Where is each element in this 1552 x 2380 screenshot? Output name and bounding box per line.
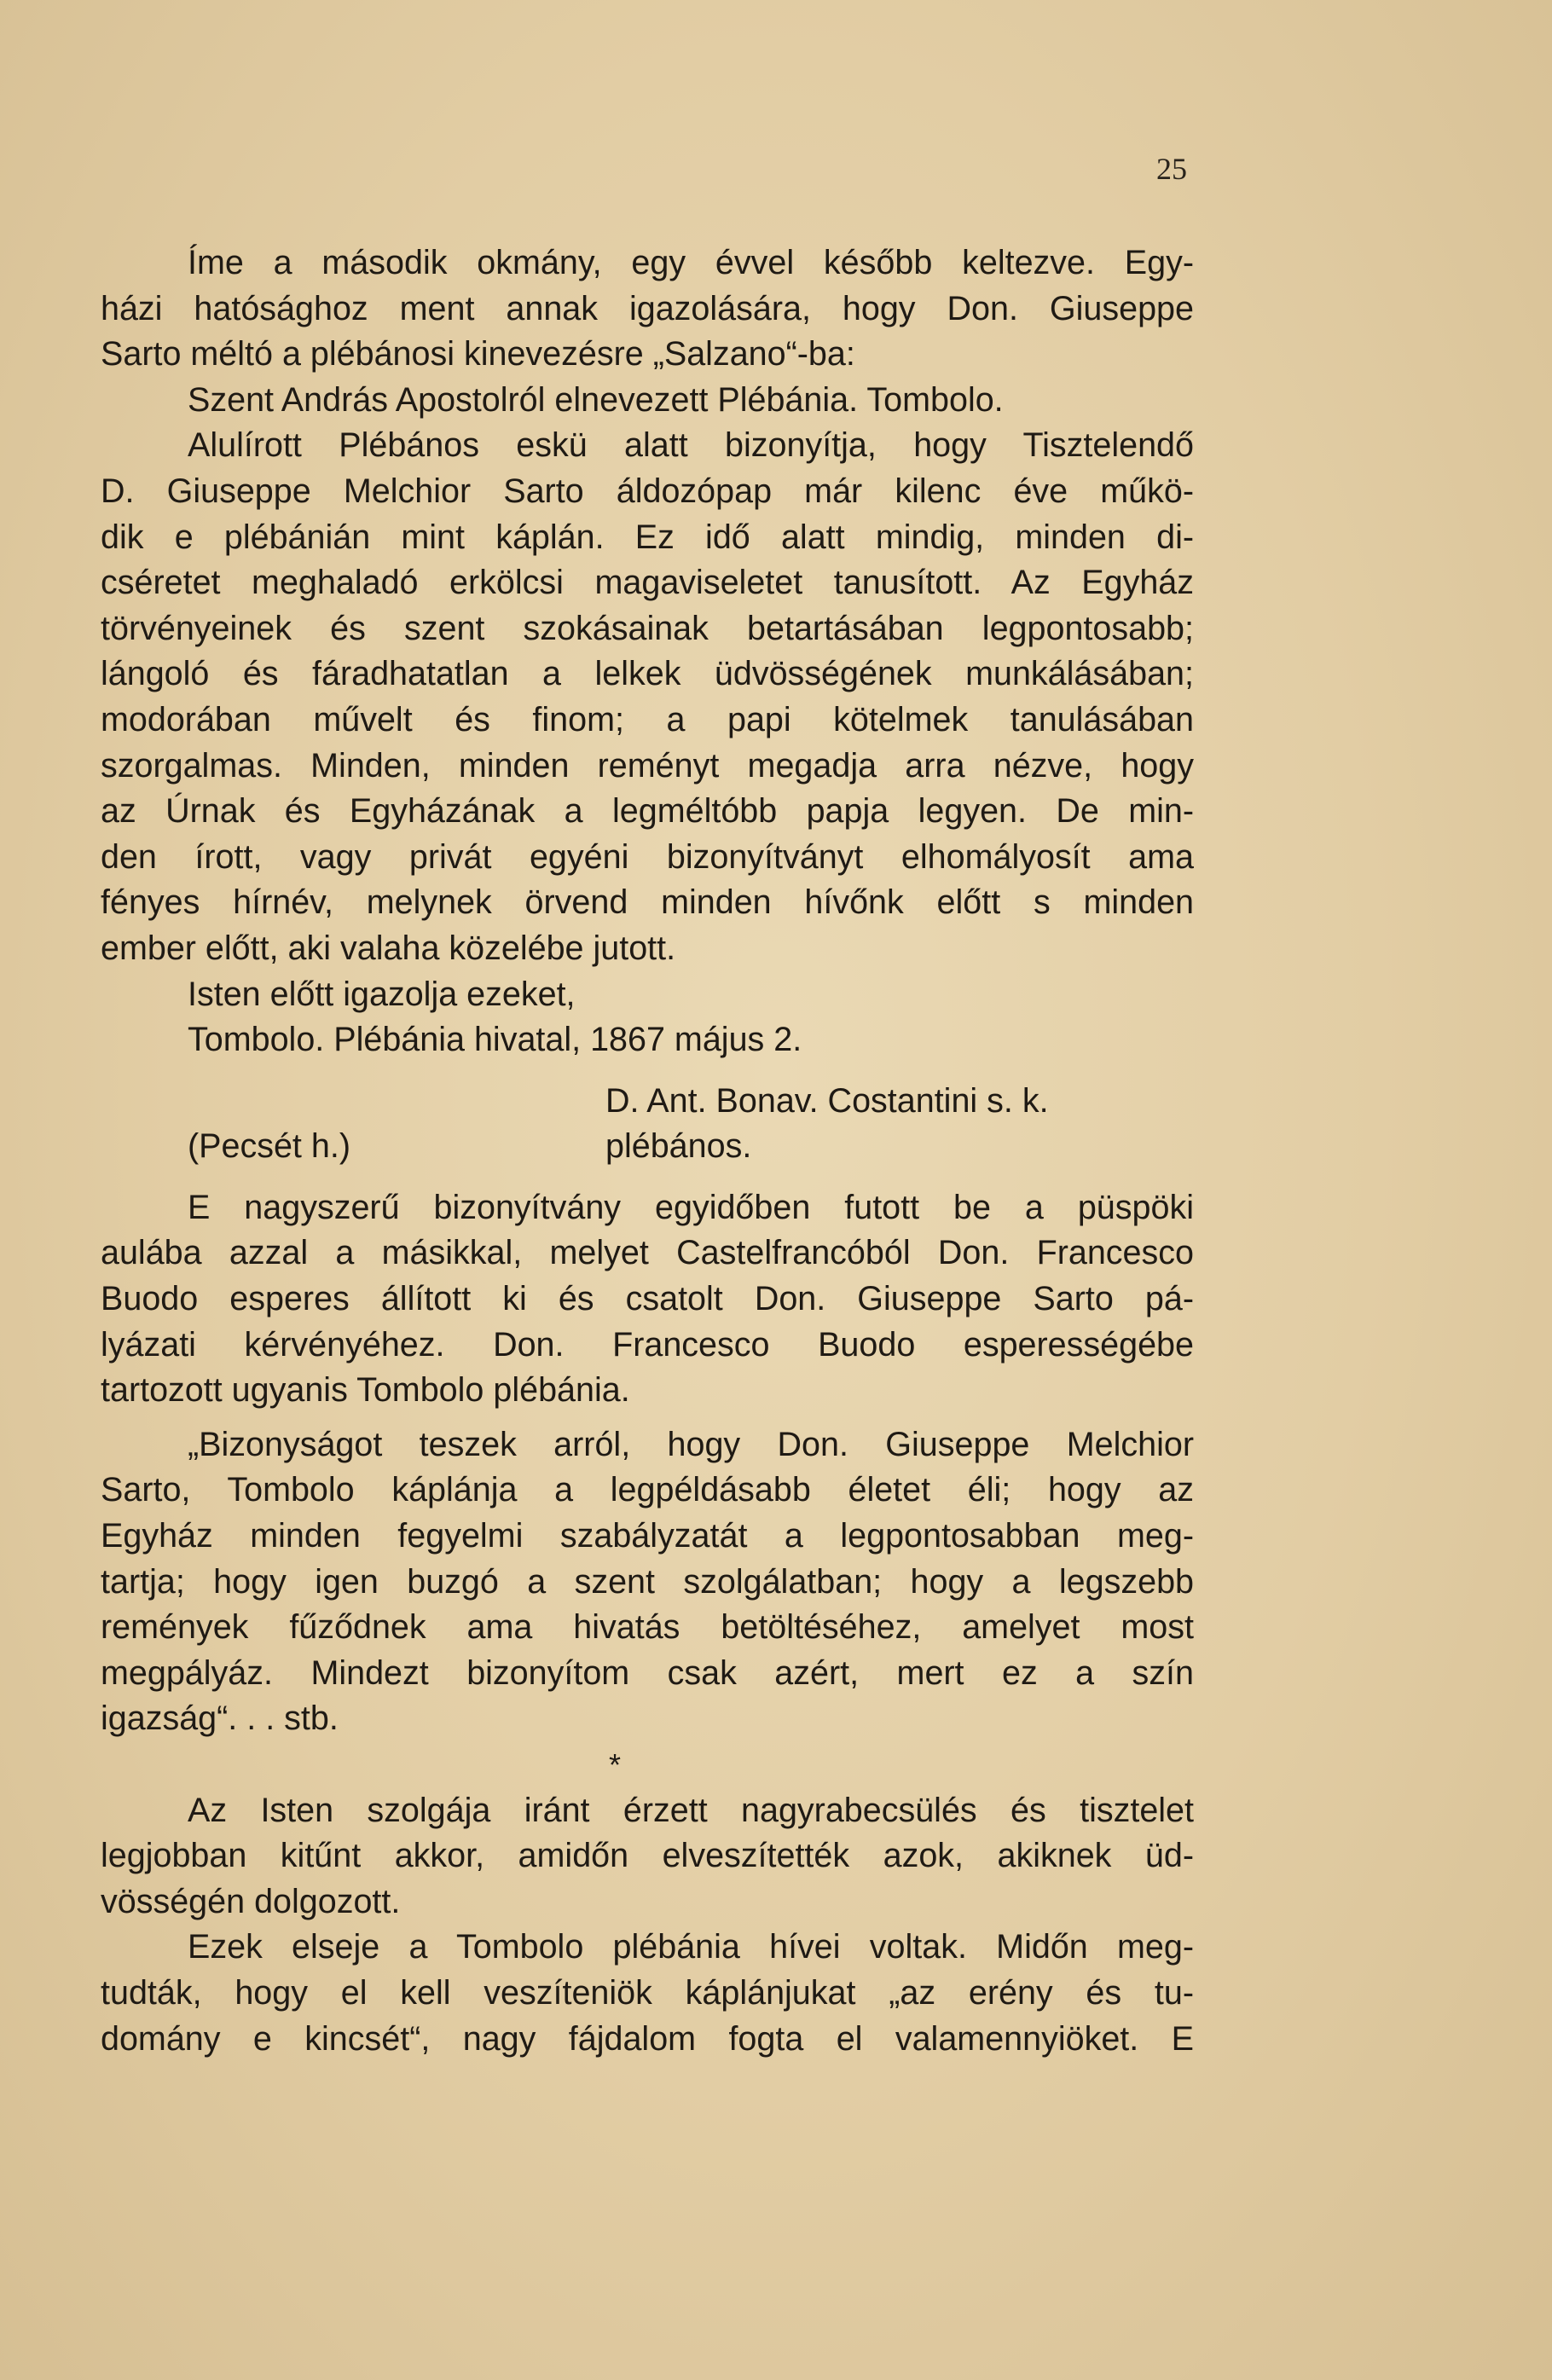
text-line: legjobban kitűnt akkor, amidőn elveszítették azok, akiknek üd- [101,1837,1194,1875]
parish-certificate [101,378,1194,1170]
text-line: cséretet meghaladó erkölcsi magaviseletet tanusított. Az Egyház [101,564,1194,602]
text-line: lángoló és fáradhatatlan a lelkek üdvösségének munkálásában; [101,655,1194,693]
text-line: házi hatósághoz ment annak igazolására, hogy Don. Giuseppe [101,289,1194,327]
page-number: 25 [1156,152,1187,186]
text-line: tudták, hogy el kell veszíteniök káplánjukat „az erény és tu- [101,1973,1194,2012]
text-line: den írott, vagy privát egyéni bizonyítványt elhomályosít ama [101,837,1194,876]
text-line: törvényeinek és szent szokásainak betartásában legpontosabb; [101,609,1194,647]
text-line: tartozott ugyanis Tombolo plébánia. [101,1371,630,1410]
text-line: Alulírott Plébános eskü alatt bizonyítja, hogy Tisztelendő [188,426,1194,465]
text-line: E nagyszerű bizonyítvány egyidőben futott be a püspöki [188,1188,1194,1226]
signature-title-row [101,1124,1194,1170]
text-line: megpályáz. Mindezt bizonyítom csak azért, mert ez a szín [101,1653,1194,1692]
text-line: Ezek elseje a Tombolo plébánia hívei voltak. Midőn meg- [188,1928,1194,1966]
signature-title: plébános. [605,1127,752,1166]
text-line: dik e plébánián mint káplán. Ez idő alatt mindig, minden di- [101,518,1194,556]
second-paragraph [101,1185,1194,1414]
text-line: igazság“. . . stb. [101,1700,339,1738]
text-line: fényes hírnév, melynek örvend minden hívőnk előtt s minden [101,883,1194,922]
fourth-paragraph [101,1925,1194,2062]
text-line: Egyház minden fegyelmi szabályzatát a legpontosabban meg- [101,1517,1194,1555]
intro-paragraph [101,240,1194,378]
third-paragraph [101,1788,1194,1925]
text-line: Az Isten szolgája iránt érzett nagyrabecsülés és tisztelet [188,1791,1194,1829]
text-line: tartja; hogy igen buzgó a szent szolgálatban; hogy a legszebb [101,1562,1194,1601]
text-column [101,240,1194,2062]
signature-name: D. Ant. Bonav. Costantini s. k. [605,1081,1049,1120]
seal-note: (Pecsét h.) [188,1127,350,1166]
certificate-heading: Szent András Apostolról elnevezett Plébánia. Tombolo. [188,380,1004,419]
text-line: az Úrnak és Egyházának a legméltóbb papja legyen. De min- [101,792,1194,831]
closing-line: Isten előtt igazolja ezeket, [188,975,576,1013]
text-line: Sarto, Tombolo káplánja a legpéldásabb életet éli; hogy az [101,1471,1194,1509]
signature-row [101,1079,1194,1125]
text-line: Íme a második okmány, egy évvel később keltezve. Egy- [188,244,1194,281]
text-line: vösségén dolgozott. [101,1882,401,1920]
text-line: aulába azzal a másikkal, melyet Castelfrancóból Don. Francesco [101,1234,1194,1272]
dean-quote [101,1422,1194,1742]
text-line: domány e kincsét“, nagy fájdalom fogta el valamennyiöket. E [101,2019,1194,2058]
text-line: D. Giuseppe Melchior Sarto áldozópap már kilenc éve műkö- [101,472,1194,510]
text-line: modorában művelt és finom; a papi kötelmek tanulásában [101,700,1194,738]
closing-date-line: Tombolo. Plébánia hivatal, 1867 május 2. [188,1021,802,1059]
text-line: lyázati kérvényéhez. Don. Francesco Buodo esperességébe [101,1325,1194,1364]
text-line: Sarto méltó a plébánosi kinevezésre „Salzano“-ba: [101,335,855,374]
text-line: Buodo esperes állított ki és csatolt Don. Giuseppe Sarto pá- [101,1280,1194,1318]
section-separator: * [608,1747,621,1782]
text-line: szorgalmas. Minden, minden reményt megadja arra nézve, hogy [101,746,1194,785]
text-line: remények fűződnek ama hivatás betöltéséhez, amelyet most [101,1608,1194,1647]
text-line: „Bizonyságot teszek arról, hogy Don. Giuseppe Melchior [188,1425,1194,1463]
text-line: ember előtt, aki valaha közelébe jutott. [101,929,676,967]
